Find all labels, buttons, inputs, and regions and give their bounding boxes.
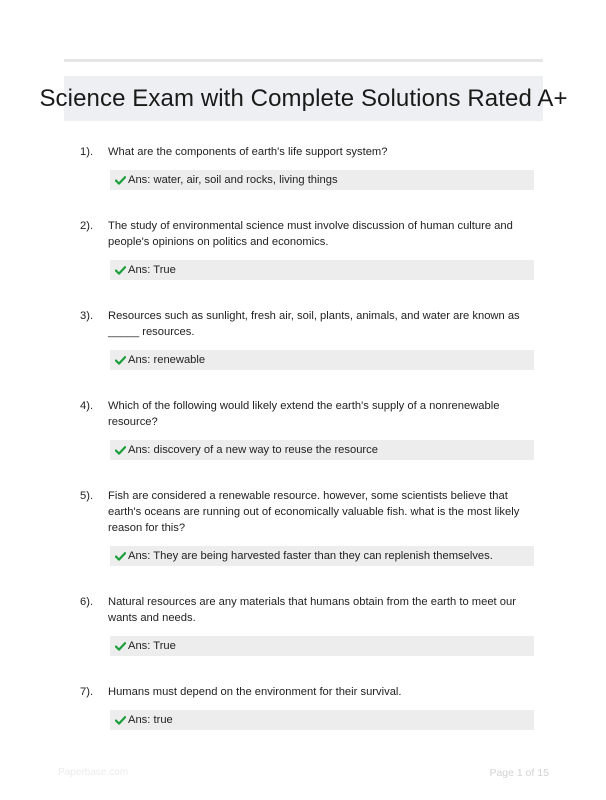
question-number: 6). (80, 596, 94, 608)
answer-text: Ans: True (128, 640, 176, 652)
answer-text: Ans: True (128, 264, 176, 276)
question-item-7 (80, 684, 540, 730)
check-icon (112, 642, 128, 651)
question-number: 1). (80, 146, 94, 158)
question-text: Natural resources are any materials that humans obtain from the earth to meet our wants and needs. (108, 596, 516, 624)
question-number: 2). (80, 220, 94, 232)
question-text: The study of environmental science must involve discussion of human culture and people's opinions on politics and economics. (108, 220, 513, 248)
footer-watermark: Paperbase.com (58, 767, 129, 778)
question-item-2 (80, 218, 540, 280)
question-number: 7). (80, 686, 94, 698)
answer-text: Ans: true (128, 714, 173, 726)
check-icon (112, 446, 128, 455)
answer-text: Ans: They are being harvested faster than they can replenish themselves. (128, 550, 493, 562)
question-text: Resources such as sunlight, fresh air, soil, plants, animals, and water are known as _____ resources. (108, 310, 520, 338)
answer-text: Ans: renewable (128, 354, 206, 366)
answer-box (110, 710, 534, 730)
question-list (80, 144, 540, 758)
question-number: 5). (80, 490, 94, 502)
question-number: 4). (80, 400, 94, 412)
answer-box (110, 350, 534, 370)
question-text: Fish are considered a renewable resource. however, some scientists believe that earth's oceans are running out of economically valuable fish. what is the most likely reason for this? (108, 490, 520, 534)
answer-box (110, 636, 534, 656)
check-icon (112, 552, 128, 561)
page-title: Science Exam with Complete Solutions Rated A+ (39, 84, 568, 112)
top-divider (64, 59, 543, 62)
answer-text: Ans: water, air, soil and rocks, living things (128, 174, 338, 186)
answer-box (110, 260, 534, 280)
page-number: Page 1 of 15 (489, 767, 549, 779)
title-banner (39, 76, 568, 121)
question-item-5 (80, 488, 540, 566)
answer-box (110, 440, 534, 460)
question-number: 3). (80, 310, 94, 322)
question-item-1 (80, 144, 540, 190)
question-item-4 (80, 398, 540, 460)
question-item-3 (80, 308, 540, 370)
answer-box (110, 546, 534, 566)
check-icon (112, 176, 128, 185)
check-icon (112, 356, 128, 365)
answer-text: Ans: discovery of a new way to reuse the resource (128, 444, 378, 456)
check-icon (112, 266, 128, 275)
check-icon (112, 716, 128, 725)
question-text: Humans must depend on the environment for their survival. (108, 686, 402, 698)
answer-box (110, 170, 534, 190)
question-text: Which of the following would likely extend the earth's supply of a nonrenewable resource? (108, 400, 500, 428)
question-text: What are the components of earth's life support system? (108, 146, 388, 158)
question-item-6 (80, 594, 540, 656)
